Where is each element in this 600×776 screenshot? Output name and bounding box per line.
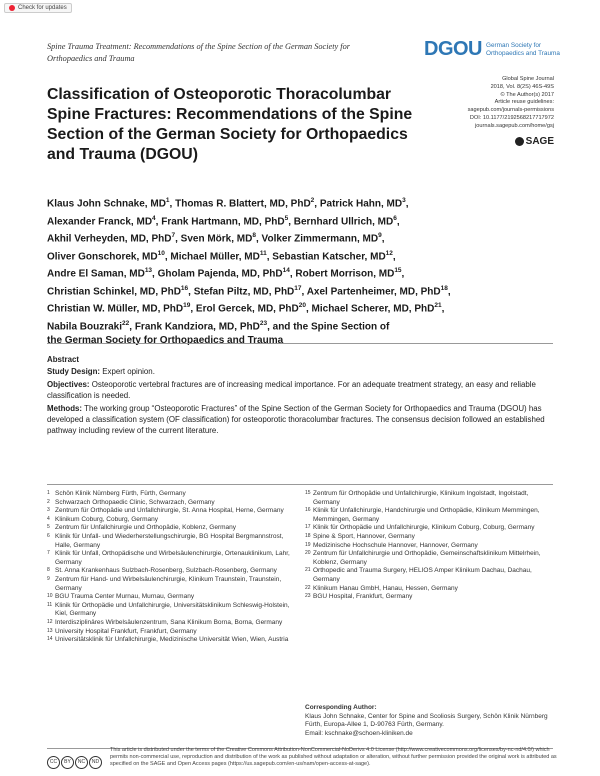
- affiliation: 20 Zentrum für Unfallchirurgie und Orthopädie, Gemeinschaftsklinikum Mittelrhein, Koblenz, Germany: [305, 550, 541, 566]
- abstract-objectives: Objectives: Osteoporotic vertebral fractures are of increasing medical importance. For an adequate treatment strategy, an easy and reliable classification is needed.: [47, 380, 536, 400]
- dgou-logo: [424, 38, 560, 61]
- divider: [47, 484, 553, 485]
- corresponding-email[interactable]: Email: kschnake@schoen-kliniken.de: [305, 729, 413, 737]
- affiliations-right: [305, 490, 555, 602]
- cc-by-icon: BY: [61, 756, 74, 769]
- affiliation: 7 Klinik für Unfall, Orthopädische und Wirbelsäulenchirurgie, Ortenauklinikum, Lahr, Germany: [47, 550, 290, 566]
- sage-logo: SAGE: [515, 136, 554, 147]
- affiliation: 12 Interdisziplinäres Wirbelsäulenzentrum, Sana Klinikum Borna, Borna, Germany: [47, 618, 283, 626]
- update-icon: [9, 5, 15, 11]
- badge-label: Check for updates: [18, 5, 67, 11]
- abstract-heading: Abstract: [47, 355, 80, 364]
- affiliation: 2 Schwarzach Orthopaedic Clinic, Schwarzach, Germany: [47, 498, 215, 506]
- affiliation: 17 Klinik für Orthopädie und Unfallchirurgie, Klinikum Coburg, Coburg, Germany: [305, 524, 535, 532]
- affiliation: 3 Zentrum für Orthopädie und Unfallchirurgie, St. Anna Hospital, Herne, Germany: [47, 507, 284, 515]
- logo-society: German Society for Orthopaedics and Trauma: [486, 41, 560, 57]
- affiliation: 4 Klinikum Coburg, Coburg, Germany: [47, 515, 158, 523]
- license-block: [47, 747, 557, 769]
- permissions-link[interactable]: sagepub.com/journals-permissions: [467, 107, 554, 114]
- journal-meta: [468, 76, 554, 131]
- affiliation: 5 Zentrum für Unfallchirurgie und Orthopädie, Koblenz, Germany: [47, 524, 237, 532]
- affiliation: 21 Orthopedic and Trauma Surgery, HELIOS Amper Klinikum Dachau, Dachau, Germany: [305, 567, 532, 583]
- cc-cc-icon: CC: [47, 756, 60, 769]
- affiliation: 13 University Hospital Frankfurt, Frankfurt, Germany: [47, 627, 197, 635]
- affiliation: 18 Spine & Sport, Hannover, Germany: [305, 532, 415, 540]
- abstract-study-design: Study Design: Expert opinion.: [47, 366, 155, 376]
- corresponding-heading: Corresponding Author:: [305, 704, 377, 711]
- cc-nd-icon: ND: [89, 756, 102, 769]
- affiliation: 8 St. Anna Krankenhaus Sulzbach-Rosenberg, Sulzbach-Rosenberg, Germany: [47, 567, 277, 575]
- affiliation: 1 Schön Klinik Nürnberg Fürth, Fürth, Germany: [47, 490, 186, 497]
- abstract-methods: Methods: The working group “Osteoporotic Fractures” of the Spine Section of the German Society for Orthopaedics and Trauma (DGOU) has developed a classification system (OF classification) for osteoporotic thoracolumbar fractures. The consensus decision followed an established pathway including review of the current literature.: [47, 404, 545, 435]
- corresponding-author: [305, 704, 555, 738]
- running-head: Spine Trauma Treatment: Recommendations of the Spine Section of the German Society for Orthopaedics and Trauma: [47, 42, 350, 63]
- doi[interactable]: DOI: 10.1177/2192568217717972: [469, 114, 554, 121]
- license-text: This article is distributed under the terms of the Creative Commons Attribution-NonCommercial-NoDerivs 4.0 License (http://www.creativecommons.org/licenses/by-nc-nd/4.0/) which permits non-commercial use, reproduction and distribution of the work as published without adaptation or alteration, without further permission provided the original work is attributed as specified on the SAGE and Open Access pages (https://us.sagepub.com/en-us/nam/open-access-at-sage).: [110, 747, 557, 768]
- cc-license-icons[interactable]: [47, 756, 102, 769]
- article-title: Classification of Osteoporotic Thoracolumbar Spine Fractures: Recommendations of the Spine Section of the German Society for Orthopaedics and Trauma (DGOU): [47, 86, 413, 163]
- cc-nc-icon: NC: [75, 756, 88, 769]
- corresponding-address: Klaus John Schnake, Center for Spine and Scoliosis Surgery, Schön Klinik Nürnberg Fürth, Europa-Allee 1, D-90763 Fürth, Germany.: [305, 712, 548, 729]
- affiliation: 14 Universitätsklinik für Unfallchirurgie, Medizinische Universität Wien, Wien, Austria: [47, 636, 289, 644]
- author-list: Klaus John Schnake, $MD^1$, Thomas R. Blattert, MD, PhD$^2$, Patrick Hahn, $MD^3$, Alexander Franck, $MD^4$, Frank Hartmann, MD, PhD$^5$, Bernhard Ullrich, $MD^6$, Akhil Verheyden, MD, PhD$^7$, Sven Mörk, $MD^8$, Volker Zimmermann, $MD^9$, Oliver Gonschorek, MD$^{10}$, Michael Müller, MD$^{11}$, Sebastian Katscher, MD$^{12}$, Andre El Saman, MD$^{13}$, Gholam Pajenda, MD, PhD$^{14}$, Robert Morrison, MD$^{15}$, Christian Schinkel, MD, PhD$^{16}$, Stefan Piltz, MD, PhD$^{17}$, Axel Partenheimer, MD, PhD$^{18}$, Christian W. Müller, MD, PhD$^{19}$, Erol Gercek, MD, PhD$^{20}$, Michael Scherer, MD, PhD$^{21}$, Nabila Bouzraki$^{22}$, Frank Kandziora, MD, PhD$^{23}$, and the Spine Section of the German Society for Orthopaedics and Trauma: [47, 197, 451, 347]
- affiliation: 23 BGU Hospital, Frankfurt, Germany: [305, 593, 413, 601]
- affiliation: 15 Zentrum für Orthopädie und Unfallchirurgie, Klinikum Ingolstadt, Ingolstadt, Germany: [305, 490, 529, 506]
- reuse-label: Article reuse guidelines:: [494, 99, 554, 106]
- check-for-updates-badge[interactable]: [4, 3, 72, 13]
- copyright: © The Author(s) 2017: [500, 91, 554, 98]
- affiliation: 19 Medizinische Hochschule Hannover, Hannover, Germany: [305, 541, 478, 549]
- affiliation: 16 Klinik für Unfallchirurgie, Handchirurgie und Orthopädie, Klinikum Memmingen, Memmingen, Germany: [305, 507, 540, 523]
- affiliation: 10 BGU Trauma Center Murnau, Murnau, Germany: [47, 593, 195, 601]
- affiliation: 11 Klinik für Orthopädie und Unfallchirurgie, Universitätsklinikum Schleswig-Holstein, Kiel, Germany: [47, 601, 290, 618]
- journal-volume: 2018, Vol. 8(2S) 46S-49S: [490, 83, 554, 90]
- affiliation: 6 Klinik für Unfall- und Wiederherstellungschirurgie, BG Hospital Bergmannstrost, Halle, Germany: [47, 532, 284, 549]
- journal-url[interactable]: journals.sagepub.com/home/gsj: [475, 122, 554, 129]
- logo-mark: DGOU: [424, 38, 482, 60]
- affiliation: 9 Zentrum für Hand- und Wirbelsäulenchirurgie, Klinikum Traunstein, Traunstein, Germany: [47, 575, 282, 592]
- journal-name: Global Spine Journal: [502, 76, 554, 82]
- affiliations-left: [47, 490, 297, 645]
- sage-icon: [515, 137, 524, 146]
- affiliation: 22 Klinikum Hanau GmbH, Hanau, Hessen, Germany: [305, 584, 458, 592]
- abstract: [47, 355, 553, 439]
- divider: [47, 343, 553, 344]
